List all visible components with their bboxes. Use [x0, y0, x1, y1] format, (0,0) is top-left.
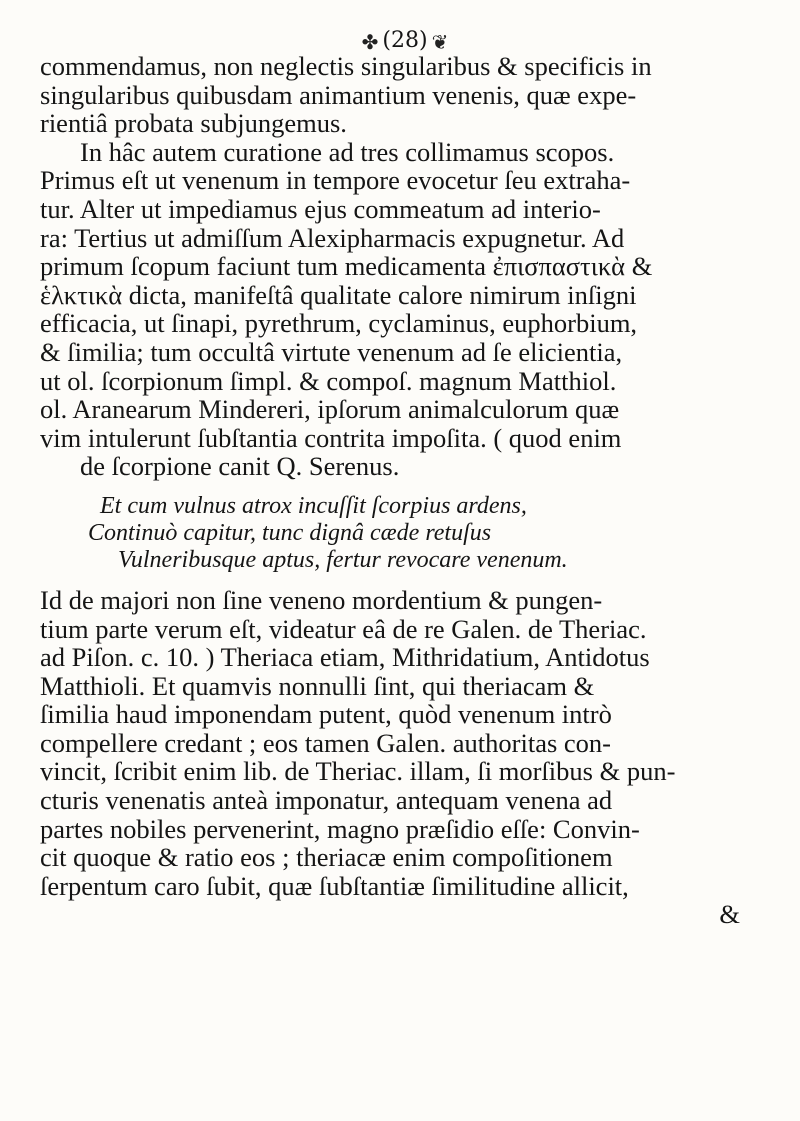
text-line: ut ol. ſcorpionum ſimpl. & compoſ. magnum Matthiol.	[40, 365, 617, 396]
text-line: cit quoque & ratio eos ; theriacæ enim compoſitionem	[40, 842, 613, 873]
text-line: tur. Alter ut impediamus ejus commeatum ad interio-	[40, 193, 601, 224]
text-line: tium parte verum eſt, videatur eâ de re Galen. de Theriac.	[40, 613, 647, 644]
text-line: & ſimilia; tum occultâ virtute venenum ad ſe elicientia,	[40, 336, 623, 367]
paragraph-intro	[40, 52, 770, 138]
text-line: ſimilia haud imponendam putent, quòd venenum intrò	[40, 699, 612, 730]
verse-quotation	[40, 493, 770, 574]
text-line: In hâc autem curatione ad tres collimamus scopos.	[80, 136, 615, 167]
text-line: rientiâ probata subjungemus.	[40, 108, 347, 139]
text-line: ſerpentum caro ſubit, quæ ſubſtantiæ ſimilitudine allicit,	[40, 870, 629, 901]
text-line: ad Piſon. c. 10. ) Theriaca etiam, Mithridatium, Antidotus	[40, 642, 650, 673]
page-header	[40, 0, 770, 52]
verse-line: Et cum vulnus atrox incuſſit ſcorpius ardens,	[100, 492, 527, 519]
ornament-left-icon: ✤	[361, 30, 379, 54]
page-number: (28)	[382, 28, 428, 53]
ornament-right-icon: ❦	[431, 30, 449, 54]
text-line: partes nobiles pervenerint, magno præſidio eſſe: Convin-	[40, 813, 640, 844]
text-line: cturis venenatis anteà imponatur, antequam venena ad	[40, 785, 613, 816]
text-line: efficacia, ut ſinapi, pyrethrum, cyclaminus, euphorbium,	[40, 308, 638, 339]
paragraph-theriaca	[40, 586, 770, 929]
text-line: ol. Aranearum Mindereri, ipſorum animalculorum quæ	[40, 394, 620, 425]
catchword: &	[719, 899, 740, 930]
verse-line: Continuò capitur, tunc dignâ cæde retuſus	[88, 519, 492, 546]
text-line: singularibus quibusdam animantium venenis, quæ expe-	[40, 79, 637, 110]
text-line: compellere credant ; eos tamen Galen. authoritas con-	[40, 727, 611, 758]
text-line: Id de majori non ſine veneno mordentium & pungen-	[40, 584, 603, 615]
text-line: Matthioli. Et quamvis nonnulli ſint, qui theriacam &	[40, 670, 595, 701]
text-line: de ſcorpione canit Q. Serenus.	[80, 451, 400, 482]
text-line: ra: Tertius ut admiſſum Alexipharmacis expugnetur. Ad	[40, 222, 625, 253]
text-line: vim intulerunt ſubſtantia contrita impoſita. ( quod enim	[40, 422, 622, 453]
text-line: Primus eſt ut venenum in tempore evocetur ſeu extraha-	[40, 165, 631, 196]
text-line: primum ſcopum faciunt tum medicamenta ἐπισπαστικὰ &	[40, 251, 653, 282]
text-line: ἑλκτικὰ dicta, manifeſtâ qualitate calore nimirum inſigni	[40, 279, 637, 310]
text-line: commendamus, non neglectis singularibus & specificis in	[40, 51, 652, 81]
verse-line: Vulneribusque aptus, fertur revocare venenum.	[118, 546, 568, 573]
text-line: vincit, ſcribit enim lib. de Theriac. illam, ſi morſibus & pun-	[40, 756, 676, 787]
paragraph-curatione	[40, 138, 770, 481]
